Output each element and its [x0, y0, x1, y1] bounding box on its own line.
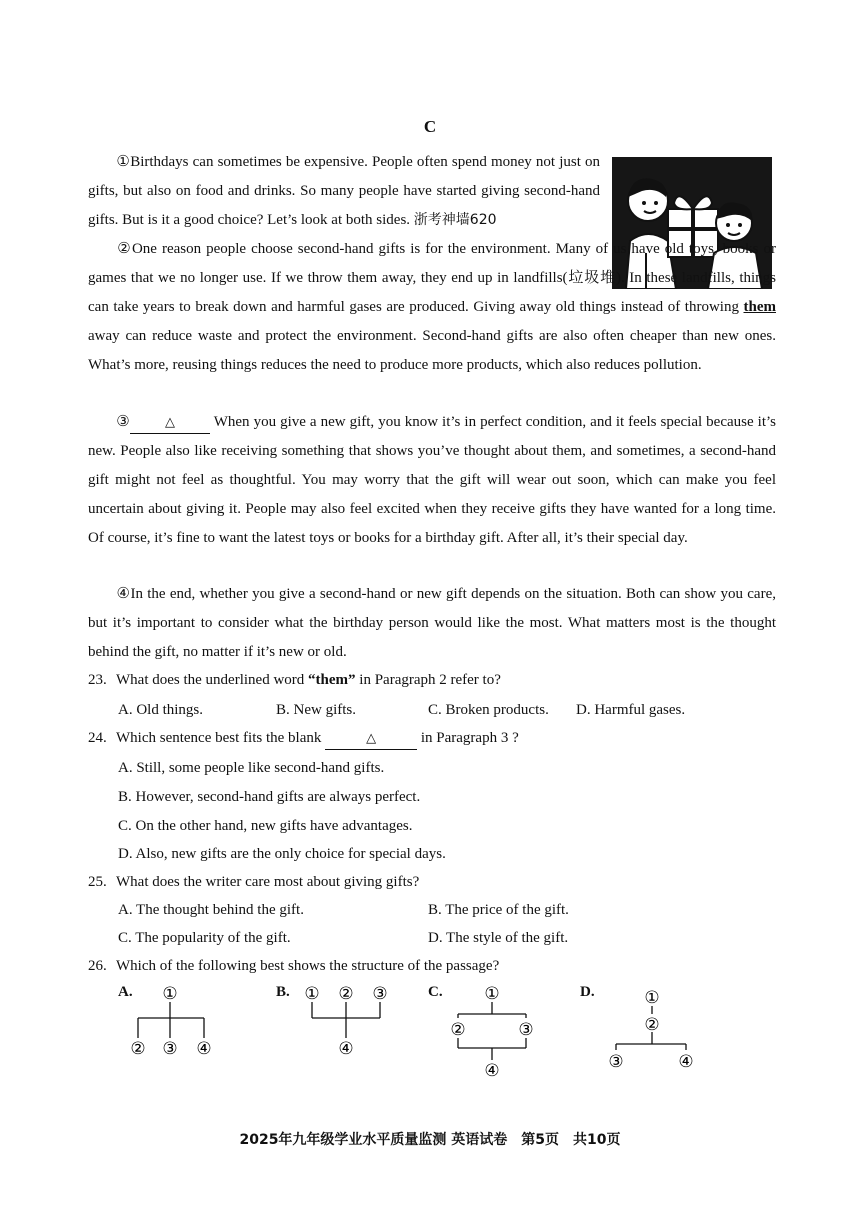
paragraph-text: Birthdays can sometimes be expensive. People often spend money not just on gifts, but also on food and drinks. So many people have started giving second-hand gifts. But is it a good choice? Let’s look at both sides. — [88, 154, 600, 228]
page-footer: 2025年九年级学业水平质量监测 英语试卷 第5页 共10页 — [239, 1132, 621, 1148]
node-1: ① — [644, 988, 660, 1008]
paragraph-marker: ③ — [116, 414, 130, 430]
stem-text: What does the underlined word — [116, 672, 309, 688]
question-25-stem — [88, 871, 420, 893]
structure-a-lines — [118, 982, 228, 1062]
paragraph-text-after: away can reduce waste and protect the environment. Second-hand gifts are also often cheaper than new ones. What’s more, reusing things reduces the need to produce more products, which also reduces pollution. — [88, 328, 776, 373]
watermark-text: 浙考神墙620 — [413, 212, 497, 228]
q24-option-c: C. On the other hand, new gifts have advantages. — [118, 818, 413, 834]
question-number: 24. — [88, 730, 107, 746]
question-number: 26. — [88, 958, 107, 974]
structure-d-lines — [580, 982, 700, 1074]
q25-option-b: B. The price of the gift. — [428, 902, 569, 918]
paragraph-marker: ② — [116, 241, 132, 257]
underlined-word: them — [743, 299, 776, 315]
option-label: A. — [118, 984, 133, 1000]
stem-bold-word: “them” — [308, 672, 356, 688]
node-2: ② — [644, 1015, 660, 1035]
structure-c-lines — [428, 982, 548, 1082]
paragraph-2 — [88, 235, 776, 380]
structure-option-d — [580, 982, 700, 1074]
answer-blank: △ — [130, 413, 210, 434]
answer-blank: △ — [325, 729, 417, 750]
structure-option-b — [276, 982, 396, 1062]
structure-option-c — [428, 982, 548, 1082]
node-3: ③ — [162, 1039, 178, 1059]
q23-option-a: A. Old things. — [118, 702, 204, 718]
structure-b-lines — [276, 982, 396, 1062]
q24-option-a: A. Still, some people like second-hand gifts. — [118, 760, 385, 776]
paragraph-3 — [88, 408, 776, 553]
q25-option-c: C. The popularity of the gift. — [118, 930, 291, 946]
stem-text: Which sentence best fits the blank — [116, 730, 326, 746]
q23-option-d: D. Harmful gases. — [576, 702, 686, 718]
paragraph-text: When you give a new gift, you know it’s in perfect condition, and it feels special because it’s new. People also like receiving something that shows you’ve thought about them, and sometimes, a second-hand gift might not feel as thoughtful. You may worry that the gift will wear out soon, which can make you feel uncertain about giving it. People may also feel excited when they receive gifts they have wanted for a long time. Of course, it’s fine to want the latest toys or books for a birthday gift. After all, it’s their special day. — [88, 414, 776, 546]
paragraph-text-before: One reason people choose second-hand gifts is for the environment. Many of us have old toys, books or games that we no longer use. If we throw them away, they end up in landfills(垃圾堆). In these landfills, things can take years to break down and harmful gases are produced. Giving away old things instead of throwing — [88, 241, 776, 315]
paragraph-marker: ① — [116, 154, 131, 170]
question-26-stem — [88, 955, 500, 977]
stem-text: Which of the following best shows the structure of the passage? — [116, 958, 500, 974]
question-23-stem — [88, 669, 501, 691]
q25-option-d: D. The style of the gift. — [428, 930, 569, 946]
q23-option-c: C. Broken products. — [428, 702, 549, 718]
stem-text: in Paragraph 3 ? — [417, 730, 519, 746]
q23-option-b: B. New gifts. — [276, 702, 356, 718]
paragraph-1 — [88, 148, 600, 235]
q24-option-d: D. Also, new gifts are the only choice for special days. — [118, 846, 446, 862]
node-4: ④ — [678, 1052, 694, 1072]
node-2: ② — [338, 984, 354, 1004]
paragraph-4 — [88, 580, 776, 667]
option-label: B. — [276, 984, 290, 1000]
node-1: ① — [484, 984, 500, 1004]
node-3: ③ — [608, 1052, 624, 1072]
option-label: C. — [428, 984, 443, 1000]
node-4: ④ — [338, 1039, 354, 1059]
paragraph-marker: ④ — [116, 586, 131, 602]
stem-text: in Paragraph 2 refer to? — [355, 672, 501, 688]
node-1: ① — [162, 984, 178, 1004]
question-number: 25. — [88, 874, 107, 890]
stem-text: What does the writer care most about giving gifts? — [116, 874, 420, 890]
node-4: ④ — [196, 1039, 212, 1059]
paragraph-text: In the end, whether you give a second-hand or new gift depends on the situation. Both can show you care, but it’s important to consider what the birthday person would like the most. What matters most is the thought behind the gift, no matter if it’s new or old. — [88, 586, 776, 660]
option-label: D. — [580, 984, 595, 1000]
q25-option-a: A. The thought behind the gift. — [118, 902, 304, 918]
node-4: ④ — [484, 1061, 500, 1081]
node-2: ② — [450, 1020, 466, 1040]
section-title: C — [423, 117, 437, 136]
node-2: ② — [130, 1039, 146, 1059]
question-number: 23. — [88, 672, 107, 688]
q24-option-b: B. However, second-hand gifts are always perfect. — [118, 789, 421, 805]
question-24-stem — [88, 727, 519, 750]
structure-option-a — [118, 982, 228, 1062]
node-3: ③ — [372, 984, 388, 1004]
node-1: ① — [304, 984, 320, 1004]
node-3: ③ — [518, 1020, 534, 1040]
